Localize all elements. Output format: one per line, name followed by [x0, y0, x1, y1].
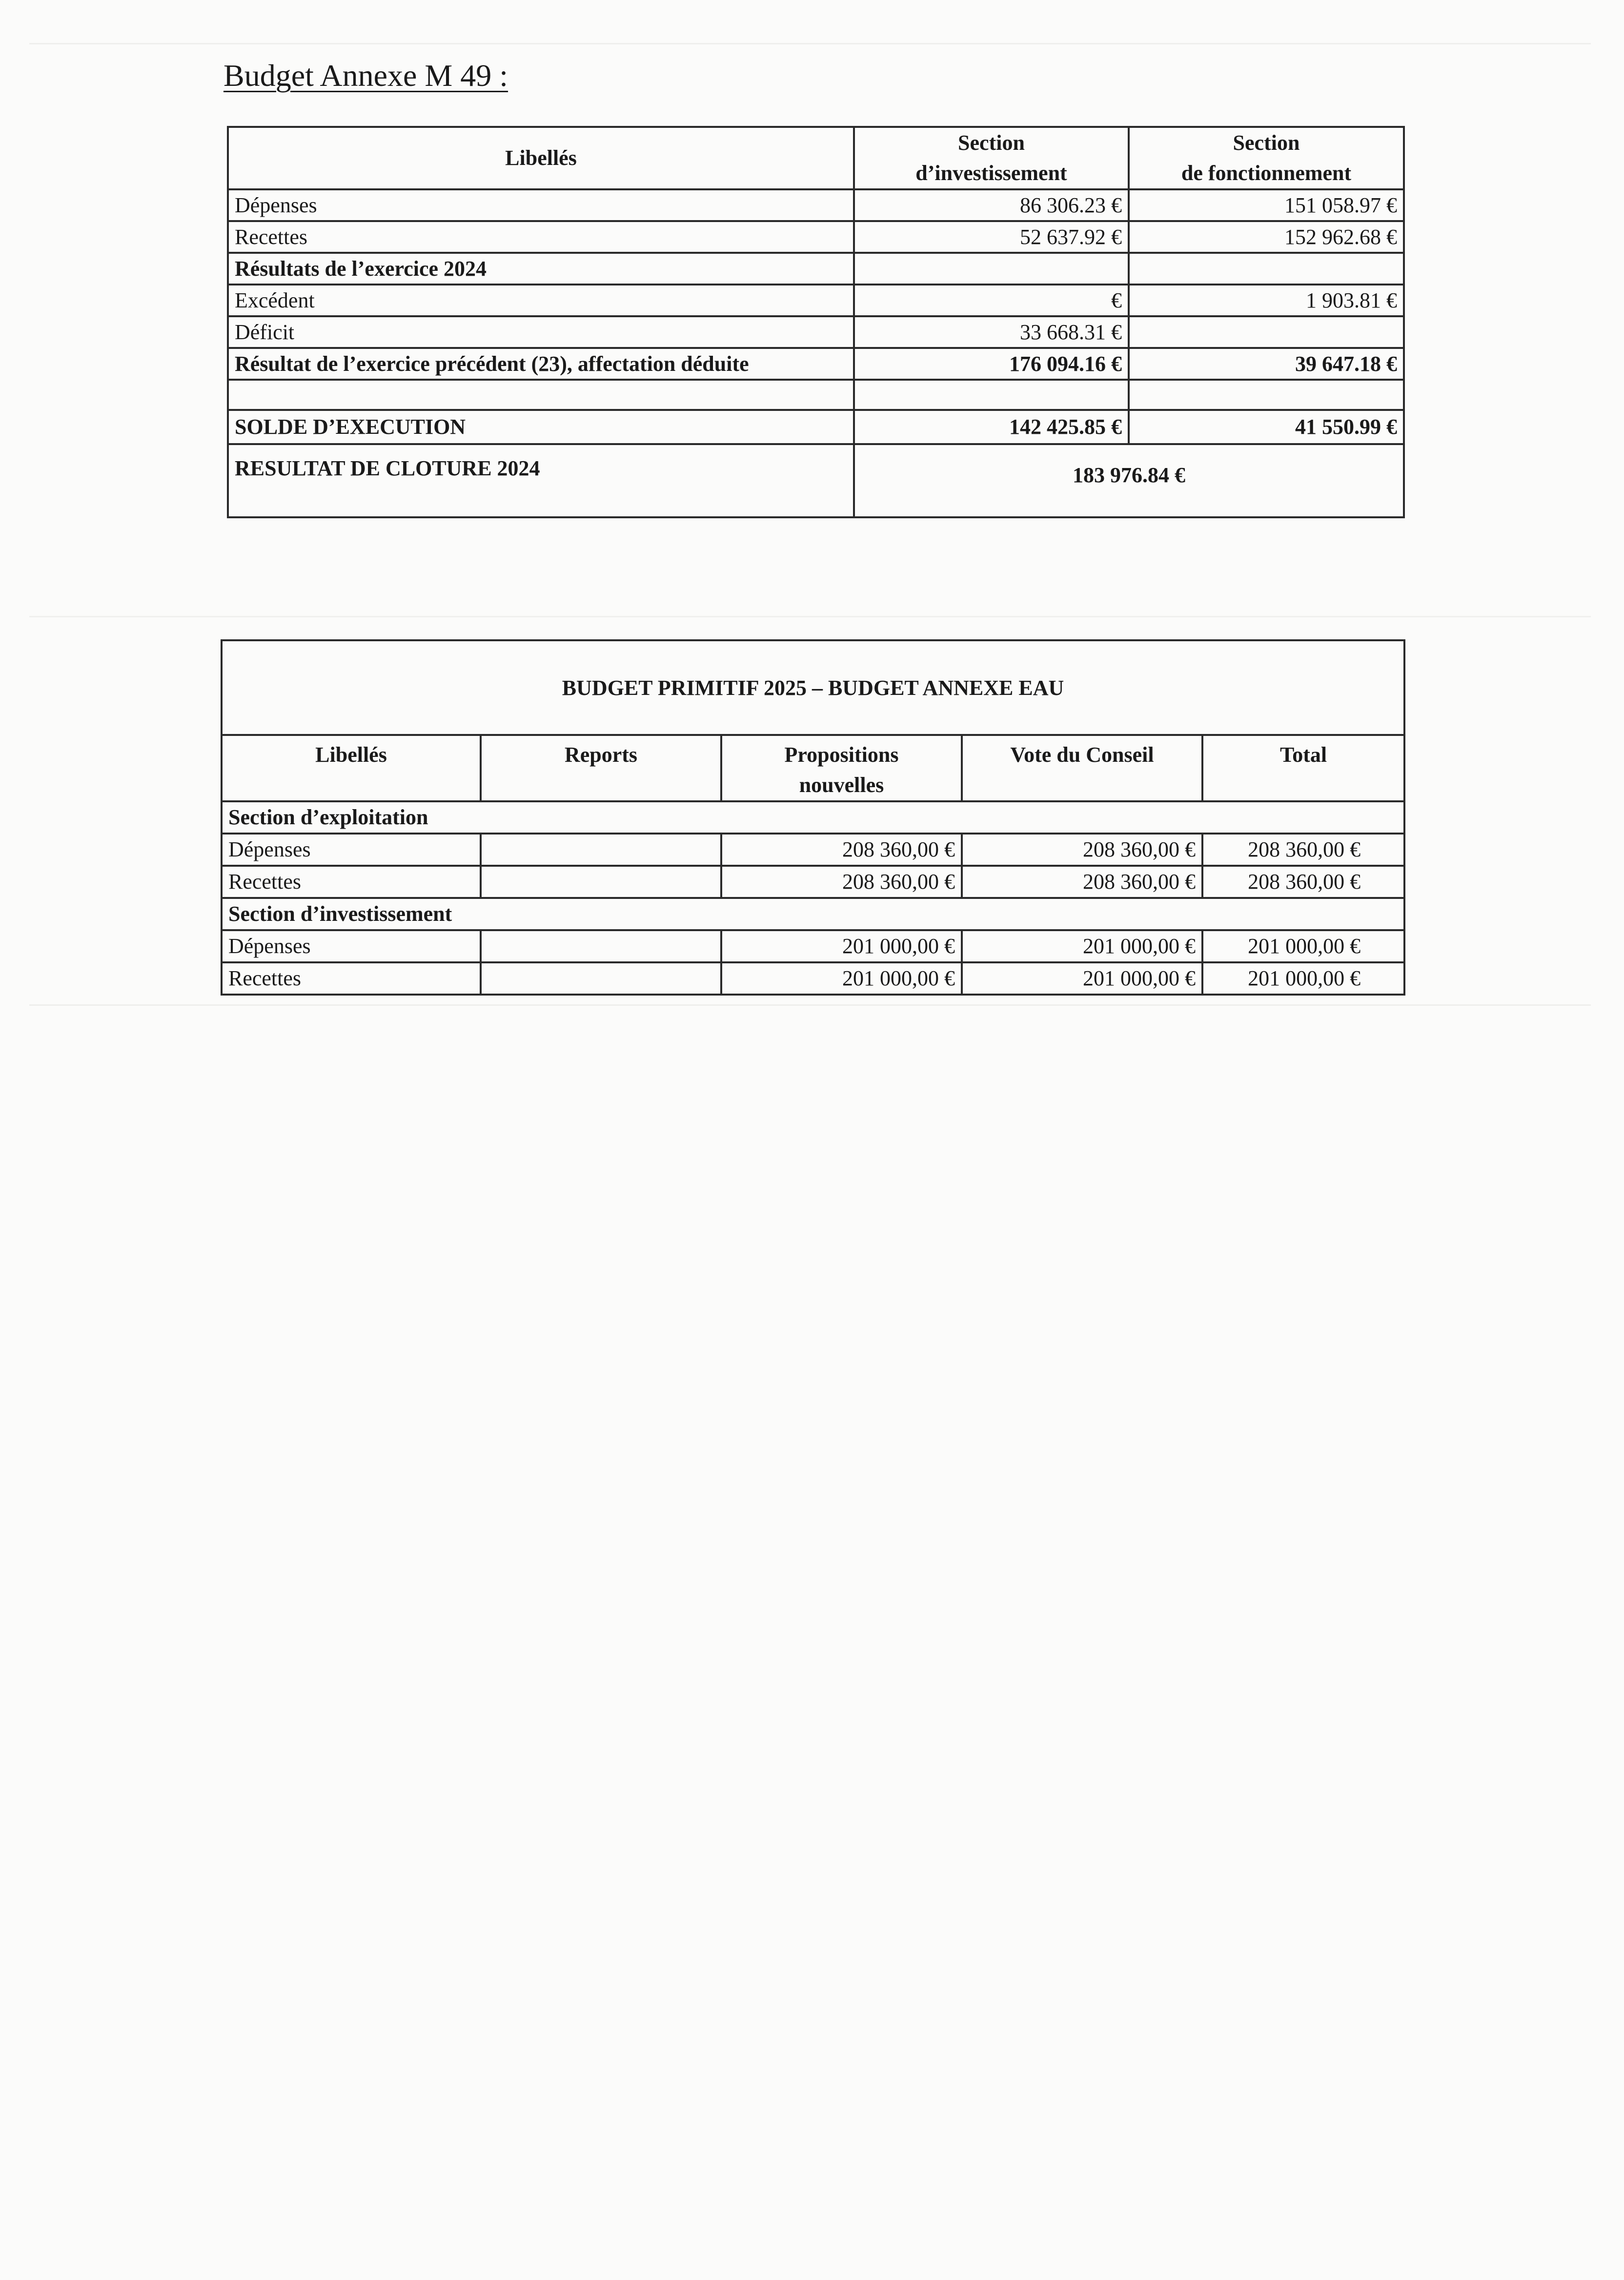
- row-label-solde-execution: SOLDE D’EXECUTION: [228, 410, 854, 444]
- header-vote-conseil: Vote du Conseil: [962, 735, 1202, 801]
- cell-fonct-solde: 41 550.99 €: [1129, 410, 1404, 444]
- budget-primitif-title: BUDGET PRIMITIF 2025 – BUDGET ANNEXE EAU: [222, 640, 1404, 735]
- page-title: Budget Annexe M 49 :: [223, 58, 508, 93]
- table-row: [222, 834, 1404, 866]
- row-label-recettes: Recettes: [228, 221, 854, 253]
- cell-fonct-excedent: 1 903.81 €: [1129, 285, 1404, 316]
- cell-invest-precedent: 176 094.16 €: [854, 348, 1129, 380]
- header-libelles: Libellés: [228, 127, 854, 189]
- table-row: [228, 316, 1404, 348]
- cell-invest-depenses: 86 306.23 €: [854, 189, 1129, 221]
- cell-propositions: 201 000,00 €: [721, 930, 962, 962]
- cell-vote: 201 000,00 €: [962, 962, 1202, 995]
- cell-vote: 208 360,00 €: [962, 866, 1202, 898]
- table-row: [228, 285, 1404, 316]
- cell-vote: 201 000,00 €: [962, 930, 1202, 962]
- cell-empty: [1129, 253, 1404, 285]
- cell-empty: [854, 253, 1129, 285]
- table-row: [228, 189, 1404, 221]
- budget-primitif-table: [221, 639, 1405, 996]
- section-row: [222, 801, 1404, 834]
- cell-propositions: 201 000,00 €: [721, 962, 962, 995]
- cell-total: 201 000,00 €: [1202, 962, 1404, 995]
- row-label-resultat-cloture: RESULTAT DE CLOTURE 2024: [228, 444, 854, 517]
- table-title-row: [222, 640, 1404, 735]
- table-row: [228, 253, 1404, 285]
- row-label-deficit: Déficit: [228, 316, 854, 348]
- cell-reports: [481, 962, 721, 995]
- table-row-spacer: [228, 380, 1404, 410]
- cell-fonct-recettes: 152 962.68 €: [1129, 221, 1404, 253]
- cell-propositions: 208 360,00 €: [721, 866, 962, 898]
- cell-invest-deficit: 33 668.31 €: [854, 316, 1129, 348]
- cell-invest-recettes: 52 637.92 €: [854, 221, 1129, 253]
- table-row: [228, 410, 1404, 444]
- row-label-depenses: Dépenses: [222, 930, 481, 962]
- cell-vote: 208 360,00 €: [962, 834, 1202, 866]
- section-row: [222, 898, 1404, 930]
- cell-resultat-cloture: 183 976.84 €: [854, 444, 1404, 517]
- header-section-investissement: Section d’investissement: [854, 127, 1129, 189]
- cell-invest-solde: 142 425.85 €: [854, 410, 1129, 444]
- cell-reports: [481, 834, 721, 866]
- cell-total: 208 360,00 €: [1202, 866, 1404, 898]
- cell-reports: [481, 866, 721, 898]
- row-label-depenses: Dépenses: [222, 834, 481, 866]
- section-investissement-label: Section d’investissement: [222, 898, 1404, 930]
- header-propositions-nouvelles: Propositions nouvelles: [721, 735, 962, 801]
- cell-invest-excedent: €: [854, 285, 1129, 316]
- scan-artifact-line: [29, 616, 1591, 617]
- cell-reports: [481, 930, 721, 962]
- table-header-row: [222, 735, 1404, 801]
- cell-empty: [228, 380, 854, 410]
- scan-artifact-line: [29, 43, 1591, 44]
- scan-artifact-line: [29, 1004, 1591, 1006]
- cell-propositions: 208 360,00 €: [721, 834, 962, 866]
- row-label-resultats-exercice: Résultats de l’exercice 2024: [228, 253, 854, 285]
- cell-fonct-deficit: [1129, 316, 1404, 348]
- header-reports: Reports: [481, 735, 721, 801]
- results-table: [227, 126, 1405, 518]
- table-row: [222, 866, 1404, 898]
- cell-fonct-depenses: 151 058.97 €: [1129, 189, 1404, 221]
- cell-total: 208 360,00 €: [1202, 834, 1404, 866]
- cell-empty: [1129, 380, 1404, 410]
- table-row: [228, 221, 1404, 253]
- table-row: [222, 962, 1404, 995]
- header-libelles: Libellés: [222, 735, 481, 801]
- cell-fonct-precedent: 39 647.18 €: [1129, 348, 1404, 380]
- row-label-excedent: Excédent: [228, 285, 854, 316]
- section-exploitation-label: Section d’exploitation: [222, 801, 1404, 834]
- header-total: Total: [1202, 735, 1404, 801]
- table-row: [228, 348, 1404, 380]
- row-label-depenses: Dépenses: [228, 189, 854, 221]
- row-label-recettes: Recettes: [222, 962, 481, 995]
- row-label-recettes: Recettes: [222, 866, 481, 898]
- table-row: [222, 930, 1404, 962]
- header-section-fonctionnement: Section de fonctionnement: [1129, 127, 1404, 189]
- table-header-row: [228, 127, 1404, 189]
- cell-empty: [854, 380, 1129, 410]
- cell-total: 201 000,00 €: [1202, 930, 1404, 962]
- table-row: [228, 444, 1404, 517]
- row-label-exercice-precedent: Résultat de l’exercice précédent (23), affectation déduite: [228, 348, 854, 380]
